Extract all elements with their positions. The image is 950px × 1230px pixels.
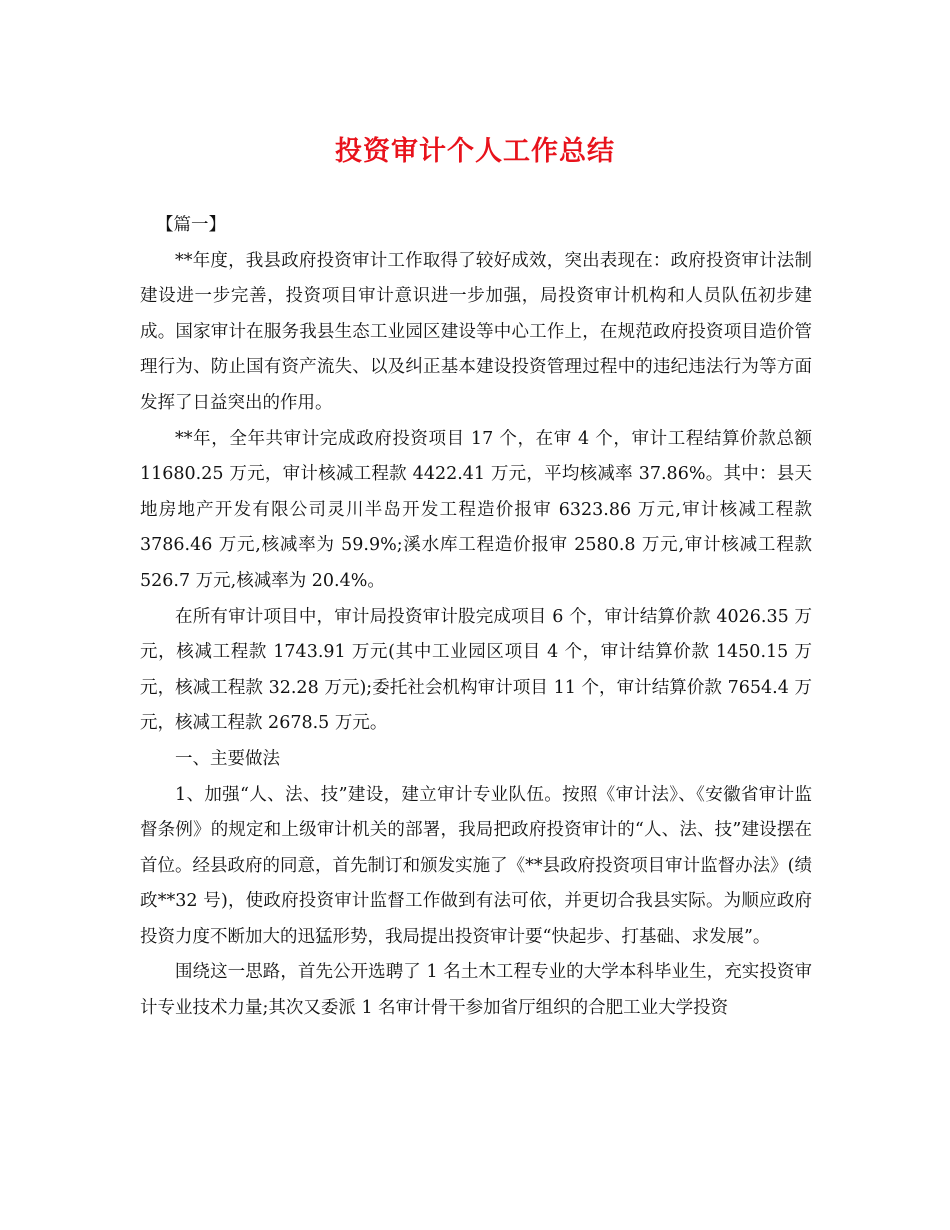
section-heading: 一、主要做法	[175, 748, 280, 769]
document-title: 投资审计个人工作总结	[335, 136, 615, 167]
paragraph: 围绕这一思路，首先公开选聘了 1 名土木工程专业的大学本科毕业生，充实投资审计专业技术力量;其次又委派 1 名审计骨干参加省厅组织的合肥工业大学投资	[140, 962, 812, 1019]
paragraph: 在所有审计项目中，审计局投资审计股完成项目 6 个，审计结算价款 4026.35 万元，核减工程款 1743.91 万元(其中工业园区项目 4 个，审计结算价款 1450.15 万元，核减工程款 32.28 万元);委托社会机构审计项目 11 个，审计结算价款 7654.4 万元，核减工程款 2678.5 万元。	[140, 606, 812, 734]
document-body	[140, 208, 812, 1027]
section-marker: 【篇一】	[156, 215, 226, 235]
paragraph: 1、加强“人、法、技”建设，建立审计专业队伍。按照《审计法》、《安徽省审计监督条例》的规定和上级审计机关的部署，我局把政府投资审计的“人、法、技”建设摆在首位。经县政府的同意，首先制订和颁发实施了《**县政府投资项目审计监督办法》(绩政**32 号)，使政府投资审计监督工作做到有法可依，并更切合我县实际。为顺应政府投资力度不断加大的迅猛形势，我局提出投资审计要“快起步、打基础、求发展”。	[140, 784, 812, 947]
paragraph: **年度，我县政府投资审计工作取得了较好成效，突出表现在：政府投资审计法制建设进一步完善，投资项目审计意识进一步加强，局投资审计机构和人员队伍初步建成。国家审计在服务我县生态工业园区建设等中心工作上，在规范政府投资项目造价管理行为、防止国有资产流失、以及纠正基本建设投资管理过程中的违纪违法行为等方面发挥了日益突出的作用。	[140, 250, 812, 413]
paragraph: **年，全年共审计完成政府投资项目 17 个，在审 4 个，审计工程结算价款总额 11680.25 万元，审计核减工程款 4422.41 万元，平均核减率 37.86%。其中：县天地房地产开发有限公司灵川半岛开发工程造价报审 6323.86 万元,审计核减工程款 3786.46 万元,核减率为 59.9%;溪水库工程造价报审 2580.8 万元,审计核减工程款 526.7 万元,核减率为 20.4%。	[140, 428, 812, 591]
